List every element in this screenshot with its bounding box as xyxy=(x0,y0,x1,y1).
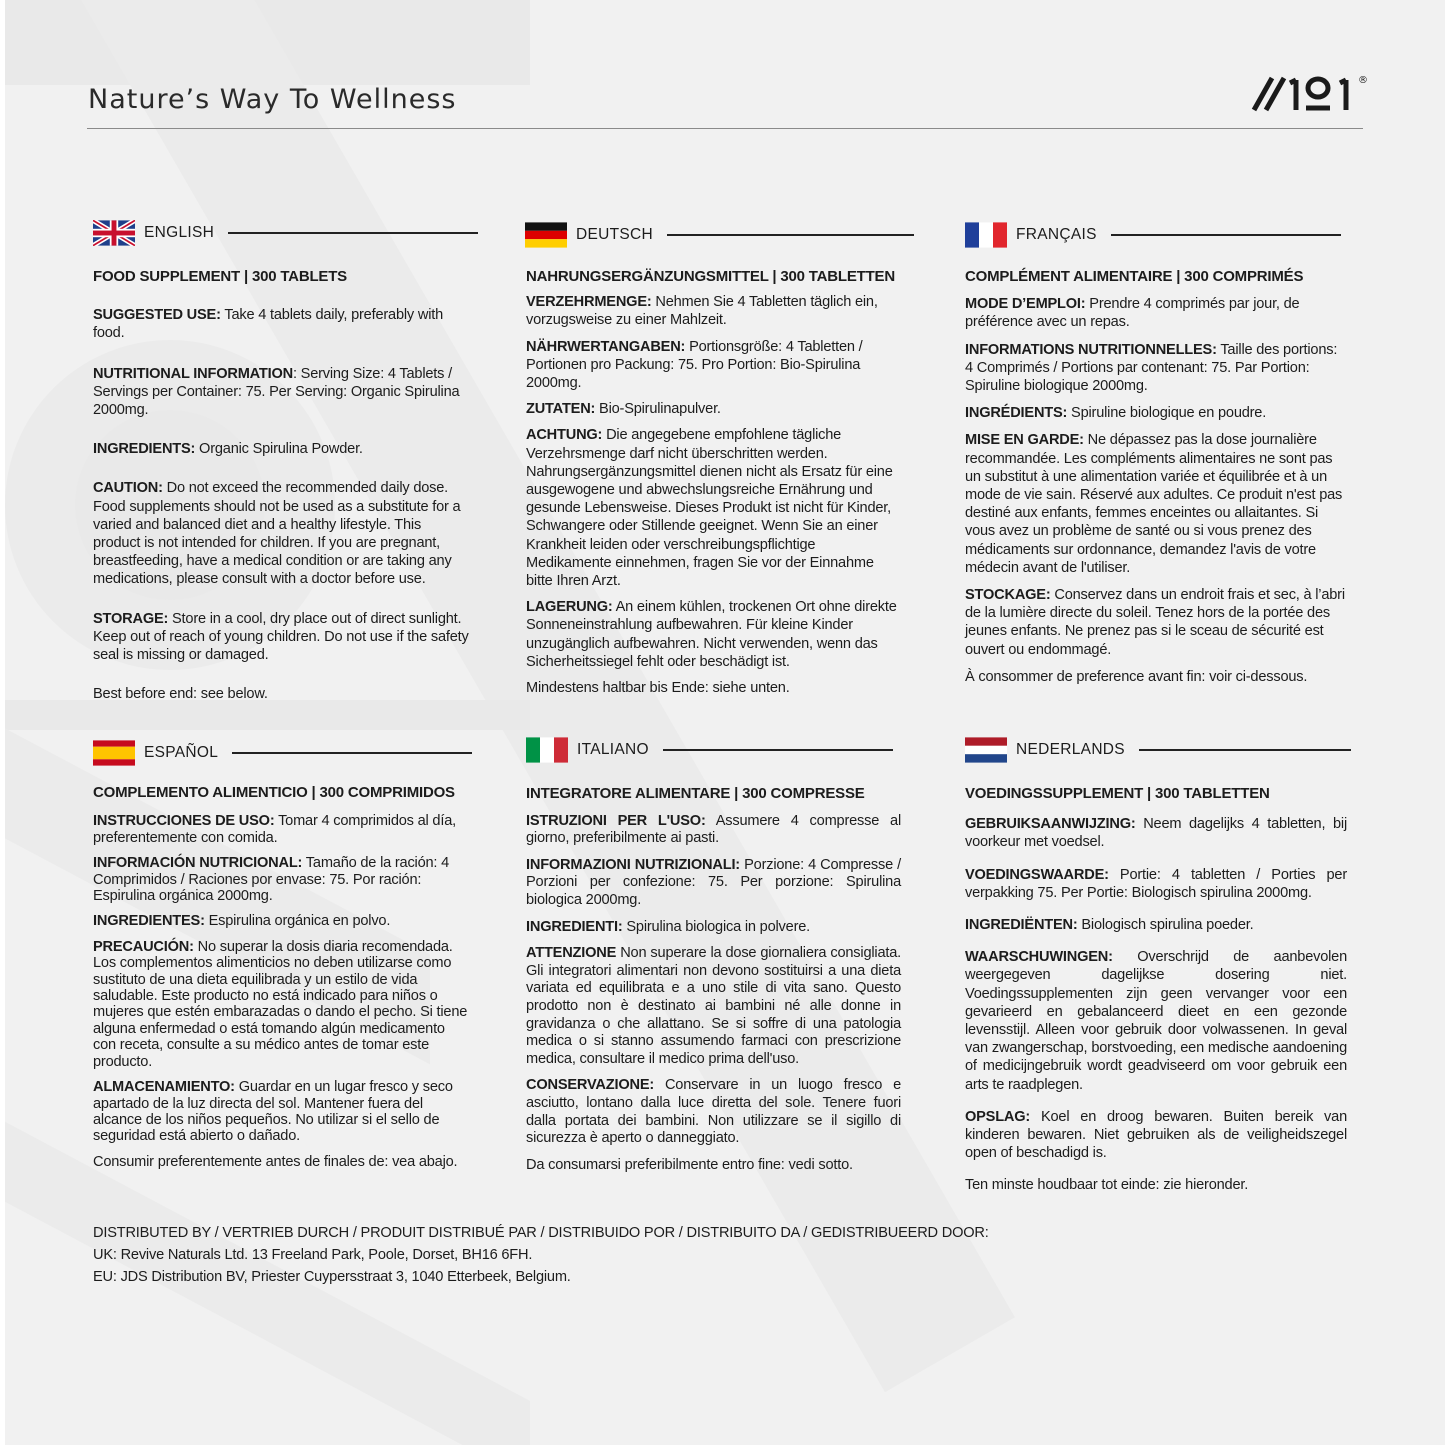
section-english xyxy=(93,268,471,703)
nutrition-info: INFORMAZIONI NUTRIZIONALI: Porzione: 4 Compresse / Porzioni per confezione: 75. Per porzione: Spirulina biologica 2000mg. xyxy=(526,856,901,908)
best-before: Da consumarsi preferibilmente entro fine: vedi sotto. xyxy=(526,1156,853,1173)
lang-label-italiano: ITALIANO xyxy=(577,741,649,758)
nutrition-info: NUTRITIONAL INFORMATION: Serving Size: 4 Tablets / Servings per Container: 75. Per Serving: Organic Spirulina 2000mg. xyxy=(93,365,460,419)
section-header-nederlands xyxy=(965,737,1351,763)
caution: MISE EN GARDE: Ne dépassez pas la dose journalière recommandée. Les compléments alimentaires ne sont pas un substitut à une alimentation variée et équilibrée et à un mode de vie sain. Réservé aux adultes. Ce produit n'est pas destiné aux enfants, femmes enceintes ou allaitantes. Si vous avez un problème de santé ou si vous prenez des médicaments sur ordonnance, demandez l'avis de votre médecin avant de l'utiliser. xyxy=(965,432,1343,576)
header-divider xyxy=(87,128,1363,129)
netherlands-flag-icon xyxy=(965,737,1007,763)
storage: LAGERUNG: An einem kühlen, trockenen Ort ohne direkte Sonneneinstrahlung aufbewahren. Für kleine Kinder unzugänglich aufbewahren. Nicht verwenden, wenn das Sicherheitssiegel fehlt oder beschädigt ist. xyxy=(526,599,897,670)
section-header-espanol xyxy=(93,740,472,766)
spain-flag-icon xyxy=(93,740,135,766)
section-header-italiano xyxy=(526,737,893,763)
best-before: Ten minste houdbaar tot einde: zie hieronder. xyxy=(965,1177,1249,1194)
distribution-info xyxy=(93,1222,989,1288)
germany-flag-icon xyxy=(525,222,567,248)
storage: STORAGE: Store in a cool, dry place out of direct sunlight. Keep out of reach of young children. Do not use if the safety seal is missing or damaged. xyxy=(93,610,469,664)
tagline: Nature’s Way To Wellness xyxy=(88,84,457,115)
suggested-use: VERZEHRMENGE: Nehmen Sie 4 Tabletten täglich ein, vorzugsweise zu einer Mahlzeit. xyxy=(526,294,878,329)
ingredients: INGREDIENTES: Espirulina orgánica en polvo. xyxy=(93,913,391,930)
best-before: Consumir preferentemente antes de finales de: vea abajo. xyxy=(93,1153,458,1170)
lang-label-english: ENGLISH xyxy=(144,224,215,241)
caution: CAUTION: Do not exceed the recommended daily dose. Food supplements should not be used as a substitute for a varied and balanced diet and a healthy lifestyle. This product is not intended for children. If you are pregnant, breastfeeding, have a medical condition or are taking any medications, please consult with a doctor before use. xyxy=(93,480,461,588)
storage: ALMACENAMIENTO: Guardar en un lugar fresco y seco apartado de la luz directa del sol. Mantener fuera del alcance de los niños pequeños. No utilizar si el sello de seguridad está abierto o dañado. xyxy=(93,1079,453,1145)
ingredients: INGREDIENTI: Spirulina biologica in polvere. xyxy=(526,918,811,935)
divider xyxy=(667,234,914,236)
divider xyxy=(1111,234,1341,236)
product-title: FOOD SUPPLEMENT | 300 TABLETS xyxy=(93,268,347,285)
caution: ACHTUNG: Die angegebene empfohlene tägliche Verzehrsmenge darf nicht überschritten werden. Nahrungsergänzungsmittel dienen nicht als Ersatz für eine ausgewogene und abwechslungsreiche Ernährung und gesunde Lebensweise. Dieses Produkt ist nicht für Kinder, Schwangere oder Stillende geeignet. Wenn Sie an einer Krankheit leiden oder verschreibungspflichtige Medikamente einnehmen, fragen Sie vor der Einnahme bitte Ihren Arzt. xyxy=(526,427,893,590)
section-header-deutsch xyxy=(525,222,914,248)
brand-logo xyxy=(1248,66,1373,116)
watermark-shape xyxy=(5,700,530,730)
product-title: VOEDINGSSUPPLEMENT | 300 TABLETTEN xyxy=(965,785,1270,802)
storage: OPSLAG: Koel en droog bewaren. Buiten bereik van kinderen bewaren. Niet gebruiken als de veiligheidszegel open of beschadigd is. xyxy=(965,1108,1347,1162)
caution: PRECAUCIÓN: No superar la dosis diaria recomendada. Los complementos alimenticios no deben utilizarse como sustituto de una dieta equilibrada y un estilo de vida saludable. Este producto no está indicado para niños o mujeres que estén embarazadas o dando el pecho. Si tiene alguna enfermedad o está tomando algún medicamento con receta, consulte a su médico antes de tomar este producto. xyxy=(93,938,468,1070)
distributor-uk: UK: Revive Naturals Ltd. 13 Freeland Park, Poole, Dorset, BH16 6FH. xyxy=(93,1247,533,1263)
best-before: Mindestens haltbar bis Ende: siehe unten. xyxy=(526,680,790,697)
lang-label-nederlands: NEDERLANDS xyxy=(1016,741,1125,758)
france-flag-icon xyxy=(965,222,1007,248)
caution: WAARSCHUWINGEN: Overschrijd de aanbevolen weergegeven dagelijkse dosering niet. Voedingssupplementen zijn geen vervanger voor een gevarieerd en gebalanceerd dieet en een gezonde levensstijl. Alleen voor gebruik door volwassenen. In geval van zwangerschap, borstvoeding, een medische aandoening of medicijngebruik wordt geadviseerd om voor gebruik een arts te raadplegen. xyxy=(965,949,1347,1093)
storage: CONSERVAZIONE: Conservare in un luogo fresco e asciutto, lontano dalla luce diretta del sole. Tenere fuori dalla portata dei bambini. Non utilizzare se il sigillo di sicurezza è aperto o danneggiato. xyxy=(526,1077,901,1147)
suggested-use: INSTRUCCIONES DE USO: Tomar 4 comprimidos al día, preferentemente con comida. xyxy=(93,813,456,846)
divider xyxy=(232,752,472,754)
section-italiano xyxy=(526,785,901,1174)
section-nederlands xyxy=(965,785,1347,1195)
ingredients: INGREDIËNTEN: Biologisch spirulina poeder. xyxy=(965,917,1254,934)
section-header-francais xyxy=(965,222,1341,248)
best-before: À consommer de preference avant fin: voir ci-dessous. xyxy=(965,668,1308,685)
label-page xyxy=(5,0,1445,1445)
ingredients: ZUTATEN: Bio-Spirulinapulver. xyxy=(526,401,721,418)
section-header-english xyxy=(93,220,478,246)
nutrition-info: VOEDINGSWAARDE: Portie: 4 tabletten / Porties per verpakking 75. Per Portie: Biologisch spirulina 2000mg. xyxy=(965,866,1347,901)
uk-flag-icon xyxy=(93,220,135,246)
suggested-use: GEBRUIKSAANWIJZING: Neem dagelijks 4 tabletten, bij voorkeur met voedsel. xyxy=(965,816,1347,851)
section-espanol xyxy=(93,785,471,1170)
divider xyxy=(228,232,478,234)
storage: STOCKAGE: Conservez dans un endroit frais et sec, à l’abri de la lumière directe du soleil. Tenez hors de la portée des jeunes enfants. Ne prenez pas si le sceau de sécurité est ouvert ou endommagé. xyxy=(965,587,1345,658)
suggested-use: SUGGESTED USE: Take 4 tablets daily, preferably with food. xyxy=(93,307,444,342)
lang-label-espanol: ESPAÑOL xyxy=(144,744,219,761)
section-deutsch xyxy=(526,268,901,697)
italy-flag-icon xyxy=(526,737,568,763)
product-title: NAHRUNGSERGÄNZUNGSMITTEL | 300 TABLETTEN xyxy=(526,268,895,285)
nutrition-info: NÄHRWERTANGABEN: Portionsgröße: 4 Tabletten / Portionen pro Packung: 75. Pro Portion: Bio-Spirulina 2000mg. xyxy=(526,338,863,392)
suggested-use: ISTRUZIONI PER L'USO: Assumere 4 compresse al giorno, preferibilmente ai pasti. xyxy=(526,812,902,847)
ingredients: INGREDIENTS: Organic Spirulina Powder. xyxy=(93,441,363,458)
suggested-use: MODE D’EMPLOI: Prendre 4 comprimés par jour, de préférence avec un repas. xyxy=(965,296,1300,331)
registered-mark: ® xyxy=(1358,75,1368,86)
caution: ATTENZIONE Non superare la dose giornaliera consigliata. Gli integratori alimentari non devono sostituirsi a una dieta variata ed equilibrata e a uno stile di vita sano. Questo prodotto non è destinato ai bambini né alle donne in gravidanza o che allattano. Se si soffre di una patologia medica o si stanno assumendo farmaci con prescrizione medica, consultare il medico prima dell'uso. xyxy=(526,945,901,1067)
divider xyxy=(1139,749,1351,751)
nutrition-info: INFORMATIONS NUTRITIONNELLES: Taille des portions: 4 Comprimés / Portions par contenant: 75. Par Portion: Spiruline biologique 2000mg. xyxy=(965,341,1338,395)
nutrition-info: INFORMACIÓN NUTRICIONAL: Tamaño de la ración: 4 Comprimidos / Raciones por envase: 75. Por ración: Espirulina orgánica 2000mg. xyxy=(93,855,450,905)
product-title: INTEGRATORE ALIMENTARE | 300 COMPRESSE xyxy=(526,785,865,802)
distributor-eu: EU: JDS Distribution BV, Priester Cuypersstraat 3, 1040 Etterbeek, Belgium. xyxy=(93,1269,571,1285)
divider xyxy=(663,749,893,751)
best-before: Best before end: see below. xyxy=(93,686,268,703)
lang-label-francais: FRANÇAIS xyxy=(1016,226,1097,243)
section-francais xyxy=(965,268,1345,686)
product-title: COMPLÉMENT ALIMENTAIRE | 300 COMPRIMÉS xyxy=(965,268,1304,285)
product-title: COMPLEMENTO ALIMENTICIO | 300 COMPRIMIDOS xyxy=(93,784,455,801)
lang-label-deutsch: DEUTSCH xyxy=(576,226,654,243)
distribution-heading: DISTRIBUTED BY / VERTRIEB DURCH / PRODUIT DISTRIBUÉ PAR / DISTRIBUIDO POR / DISTRIBUITO DA / GEDISTRIBUEERD DOOR: xyxy=(93,1225,989,1241)
ingredients: INGRÉDIENTS: Spiruline biologique en poudre. xyxy=(965,405,1267,422)
